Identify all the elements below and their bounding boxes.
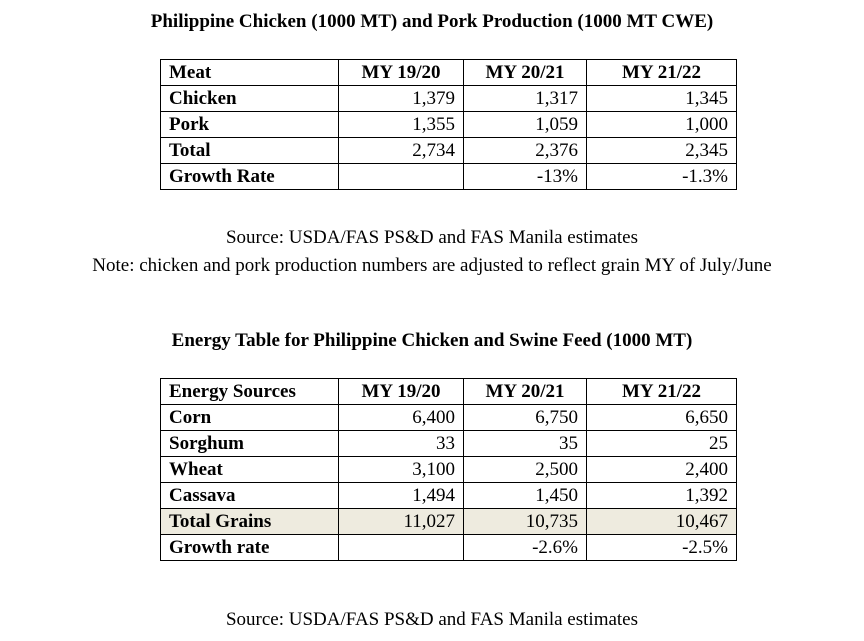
table-row-total-grains	[161, 509, 737, 535]
row-label: Total Grains	[161, 509, 339, 535]
row-label: Chicken	[161, 86, 339, 112]
energy-sources-table	[160, 378, 737, 561]
cell: 3,100	[339, 457, 464, 483]
cell: 1,494	[339, 483, 464, 509]
row-label: Cassava	[161, 483, 339, 509]
cell	[339, 164, 464, 190]
table-row	[161, 86, 737, 112]
header-my-21-22: MY 21/22	[587, 379, 737, 405]
header-my-19-20: MY 19/20	[339, 60, 464, 86]
cell: 2,376	[464, 138, 587, 164]
row-label: Wheat	[161, 457, 339, 483]
cell: 1,379	[339, 86, 464, 112]
cell: 35	[464, 431, 587, 457]
table-header-row	[161, 379, 737, 405]
cell: 33	[339, 431, 464, 457]
header-my-20-21: MY 20/21	[464, 379, 587, 405]
cell: -2.5%	[587, 535, 737, 561]
table1-note: Note: chicken and pork production numbers are adjusted to reflect grain MY of July/June	[92, 255, 772, 276]
row-label: Growth rate	[161, 535, 339, 561]
cell: 25	[587, 431, 737, 457]
header-my-19-20: MY 19/20	[339, 379, 464, 405]
table-row	[161, 138, 737, 164]
table2-title: Energy Table for Philippine Chicken and Swine Feed (1000 MT)	[171, 330, 693, 351]
chicken-pork-production-table	[160, 59, 737, 190]
cell: -13%	[464, 164, 587, 190]
cell: 1,317	[464, 86, 587, 112]
row-label: Pork	[161, 112, 339, 138]
cell: 2,400	[587, 457, 737, 483]
cell	[339, 535, 464, 561]
cell: 1,392	[587, 483, 737, 509]
cell: 6,400	[339, 405, 464, 431]
cell: 2,500	[464, 457, 587, 483]
cell: 1,059	[464, 112, 587, 138]
cell: 1,450	[464, 483, 587, 509]
table-row	[161, 431, 737, 457]
table1-source: Source: USDA/FAS PS&D and FAS Manila estimates	[225, 227, 639, 248]
cell: 10,467	[587, 509, 737, 535]
cell: 1,345	[587, 86, 737, 112]
row-label: Corn	[161, 405, 339, 431]
table-row	[161, 535, 737, 561]
cell: 6,650	[587, 405, 737, 431]
table-row	[161, 457, 737, 483]
cell: 1,000	[587, 112, 737, 138]
cell: -1.3%	[587, 164, 737, 190]
cell: 1,355	[339, 112, 464, 138]
table2-source: Source: USDA/FAS PS&D and FAS Manila estimates	[225, 609, 639, 630]
table-row	[161, 483, 737, 509]
cell: 11,027	[339, 509, 464, 535]
table-row	[161, 405, 737, 431]
cell: 6,750	[464, 405, 587, 431]
table-header-row	[161, 60, 737, 86]
header-my-21-22: MY 21/22	[587, 60, 737, 86]
table1-title: Philippine Chicken (1000 MT) and Pork Production (1000 MT CWE)	[150, 11, 714, 32]
cell: 2,345	[587, 138, 737, 164]
table-row	[161, 112, 737, 138]
row-label: Growth Rate	[161, 164, 339, 190]
row-label: Sorghum	[161, 431, 339, 457]
header-my-20-21: MY 20/21	[464, 60, 587, 86]
cell: 2,734	[339, 138, 464, 164]
row-label: Total	[161, 138, 339, 164]
header-meat: Meat	[161, 60, 339, 86]
header-energy-sources: Energy Sources	[161, 379, 339, 405]
table-row	[161, 164, 737, 190]
cell: 10,735	[464, 509, 587, 535]
cell: -2.6%	[464, 535, 587, 561]
